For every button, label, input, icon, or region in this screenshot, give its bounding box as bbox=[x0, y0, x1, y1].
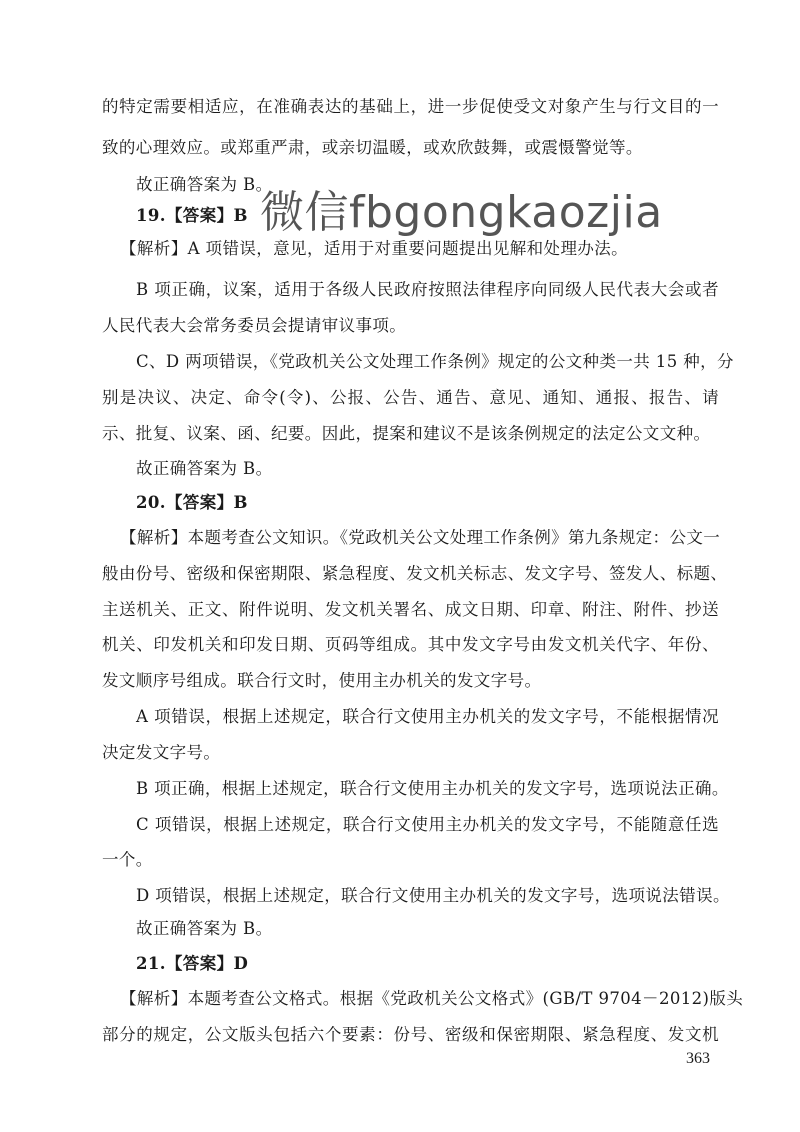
body-line: 【解析】A 项错误，意见，适用于对重要问题提出见解和处理办法。 bbox=[120, 239, 629, 258]
watermark: 微信fbgongkaozjia bbox=[260, 187, 663, 238]
body-line: 故正确答案为 B。 bbox=[136, 175, 273, 194]
body-line: 【解析】本题考查公文格式。根据《党政机关公文格式》(GB/T 9704－2012)版头 bbox=[120, 989, 744, 1008]
body-line: 【解析】本题考查公文知识。《党政机关公文处理工作条例》第九条规定：公文一 bbox=[120, 528, 721, 547]
body-line: 致的心理效应。或郑重严肃，或亲切温暖，或欢欣鼓舞，或震慑警觉等。 bbox=[102, 138, 643, 157]
body-line: 主送机关、正文、附件说明、发文机关署名、成文日期、印章、附注、附件、抄送 bbox=[102, 600, 719, 619]
body-line: 故正确答案为 B。 bbox=[136, 459, 273, 478]
body-line: 决定发文字号。 bbox=[102, 743, 221, 762]
answer-heading: 19.【答案】B bbox=[136, 206, 248, 225]
body-line: 机关、印发机关和印发日期、页码等组成。其中发文字号由发文机关代字、年份、 bbox=[102, 635, 719, 654]
body-line: 的特定需要相适应，在准确表达的基础上，进一步促使受文对象产生与行文目的一 bbox=[102, 97, 719, 116]
body-line: 别是决议、决定、命令(令)、公报、公告、通告、意见、通知、通报、报告、请 bbox=[102, 388, 719, 407]
body-line: B 项正确，议案，适用于各级人民政府按照法律程序向同级人民代表大会或者 bbox=[136, 280, 719, 299]
body-line: D 项错误，根据上述规定，联合行文使用主办机关的发文字号，选项说法错误。 bbox=[136, 886, 730, 905]
body-line: 示、批复、议案、函、纪要。因此，提案和建议不是该条例规定的法定公文文种。 bbox=[102, 424, 711, 443]
body-line: A 项错误，根据上述规定，联合行文使用主办机关的发文字号，不能根据情况 bbox=[136, 707, 719, 726]
body-line: 人民代表大会常务委员会提请审议事项。 bbox=[102, 316, 407, 335]
answer-heading: 21.【答案】D bbox=[136, 954, 249, 973]
body-line: C 项错误，根据上述规定，联合行文使用主办机关的发文字号，不能随意任选 bbox=[136, 815, 719, 834]
body-line: 部分的规定，公文版头包括六个要素：份号、密级和保密期限、紧急程度、发文机 bbox=[102, 1025, 719, 1044]
body-line: 故正确答案为 B。 bbox=[136, 919, 273, 938]
body-line: B 项正确，根据上述规定，联合行文使用主办机关的发文字号，选项说法正确。 bbox=[136, 779, 729, 798]
page-number: 363 bbox=[686, 1050, 710, 1067]
body-line: 发文顺序号组成。联合行文时，使用主办机关的发文字号。 bbox=[102, 671, 542, 690]
answer-heading: 20.【答案】B bbox=[136, 493, 248, 512]
body-line: C、D 两项错误，《党政机关公文处理工作条例》规定的公文种类一共 15 种，分 bbox=[136, 352, 734, 371]
body-line: 般由份号、密级和保密期限、紧急程度、发文机关标志、发文字号、签发人、标题、 bbox=[102, 564, 728, 583]
body-line: 一个。 bbox=[102, 850, 153, 869]
